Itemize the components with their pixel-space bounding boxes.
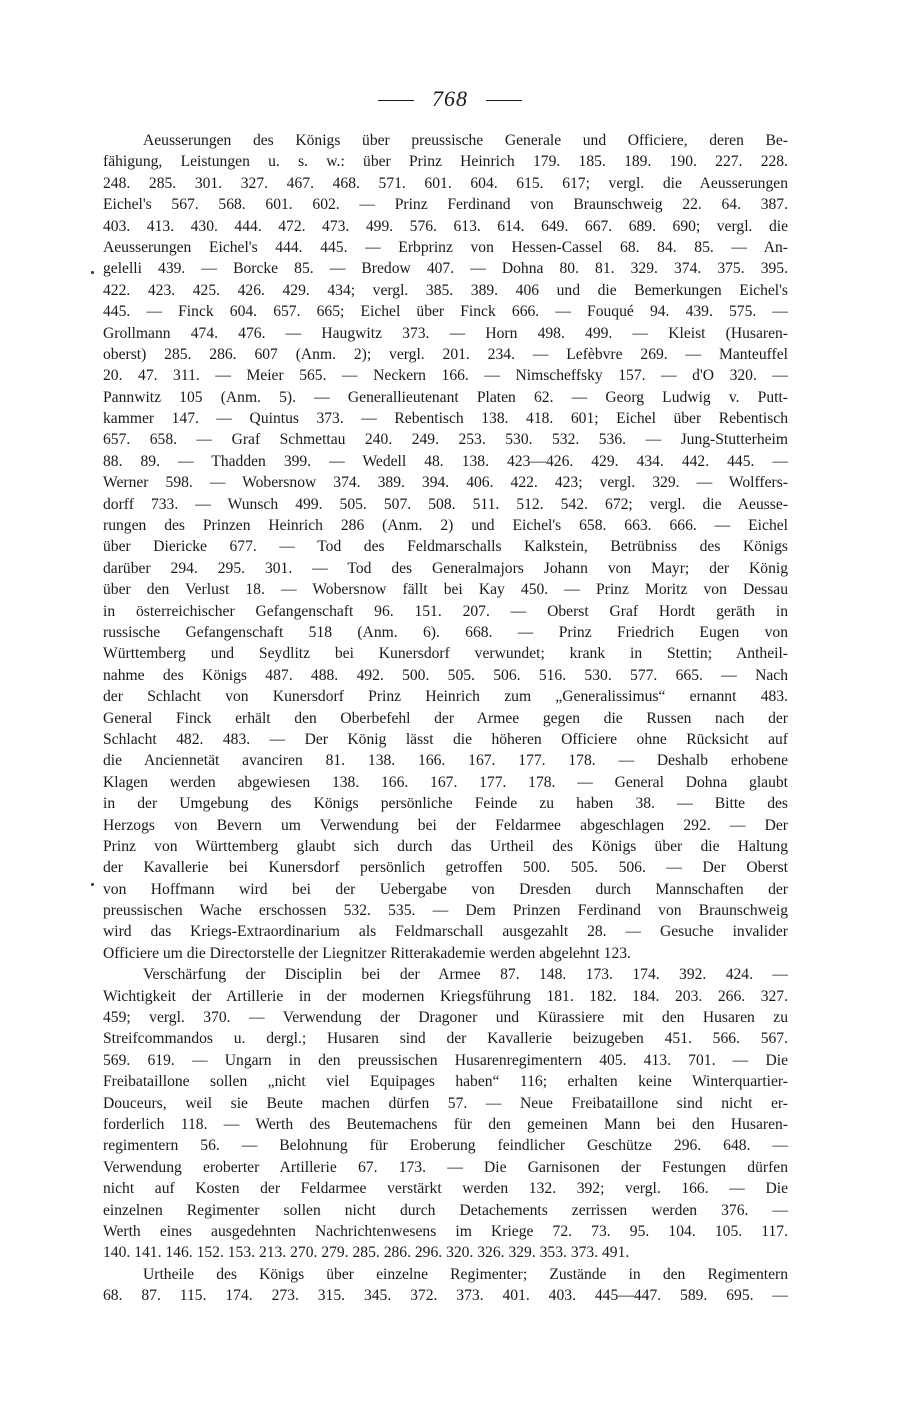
text-line: oberst) 285. 286. 607 (Anm. 2); vergl. 201. 234. — Lefèbvre 269. — Manteuffel <box>103 345 788 363</box>
header-rule-right <box>486 100 522 101</box>
text-line: Streifcommandos u. dergl.; Husaren sind der Kavallerie beizugeben 451. 566. 567. <box>103 1030 788 1048</box>
text-line: 459; vergl. 370. — Verwendung der Dragoner und Kürassiere mit den Husaren zu <box>103 1009 788 1027</box>
text-line: Herzogs von Bevern um Verwendung bei der Feldarmee abgeschlagen 292. — Der <box>103 816 788 834</box>
text-line: 445. — Finck 604. 657. 665; Eichel über Finck 666. — Fouqué 94. 439. 575. — <box>103 303 788 321</box>
margin-mark <box>91 883 94 886</box>
text-line: Aeusserungen des Königs über preussische Generale und Officiere, deren Be- <box>143 132 788 149</box>
margin-mark <box>91 271 94 274</box>
text-line: fähigung, Leistungen u. s. w.: über Prinz Heinrich 179. 185. 189. 190. 227. 228. <box>103 153 788 171</box>
text-line: Württemberg und Seydlitz bei Kunersdorf verwundet; krank in Stettin; Antheil- <box>103 645 788 663</box>
text-line: Pannwitz 105 (Anm. 5). — Generallieutenant Platen 62. — Georg Ludwig v. Putt- <box>103 388 788 406</box>
text-line: 68. 87. 115. 174. 273. 315. 345. 372. 373. 401. 403. 445—447. 589. 695. — <box>103 1287 788 1305</box>
text-line: regimentern 56. — Belohnung für Eroberung feindlicher Geschütze 296. 648. — <box>103 1137 788 1155</box>
text-line: Grollmann 474. 476. — Haugwitz 373. — Horn 498. 499. — Kleist (Husaren- <box>103 324 788 342</box>
text-line: Schlacht 482. 483. — Der König lässt die höheren Officiere ohne Rücksicht auf <box>103 730 788 748</box>
text-line: General Finck erhält den Oberbefehl der Armee gegen die Russen nach der <box>103 709 788 727</box>
text-line: Verschärfung der Disciplin bei der Armee 87. 148. 173. 174. 392. 424. — <box>143 966 788 984</box>
text-line: nicht auf Kosten der Feldarmee verstärkt werden 132. 392; vergl. 166. — Die <box>103 1180 788 1198</box>
text-line: nahme des Königs 487. 488. 492. 500. 505. 506. 516. 530. 577. 665. — Nach <box>103 666 788 684</box>
text-line: Klagen werden abgewiesen 138. 166. 167. 177. 178. — General Dohna glaubt <box>103 773 788 791</box>
header-rule-left <box>378 100 414 101</box>
page-header <box>0 86 900 112</box>
text-line: wird das Kriegs-Extraordinarium als Feldmarschall ausgezahlt 28. — Gesuche invalider <box>103 923 788 941</box>
text-line: die Anciennetät avanciren 81. 138. 166. 167. 177. 178. — Deshalb erhobene <box>103 752 788 770</box>
text-line: Eichel's 567. 568. 601. 602. — Prinz Ferdinand von Braunschweig 22. 64. 387. <box>103 196 788 214</box>
text-line: der Kavallerie bei Kunersdorf persönlich getroffen 500. 505. 506. — Der Oberst <box>103 859 788 877</box>
text-line: 657. 658. — Graf Schmettau 240. 249. 253. 530. 532. 536. — Jung-Stutterheim <box>103 431 788 449</box>
text-line: in der Umgebung des Königs persönliche Feinde zu haben 38. — Bitte des <box>103 795 788 813</box>
text-line: 140. 141. 146. 152. 153. 213. 270. 279. 285. 286. 296. 320. 326. 329. 353. 373. 491. <box>103 1244 630 1262</box>
page-number: 768 <box>432 86 468 111</box>
text-line: über Diericke 677. — Tod des Feldmarschalls Kalkstein, Betrübniss des Königs <box>103 538 788 556</box>
text-line: 422. 423. 425. 426. 429. 434; vergl. 385. 389. 406 und die Bemerkungen Eichel's <box>103 281 788 299</box>
text-line: 88. 89. — Thadden 399. — Wedell 48. 138. 423—426. 429. 434. 442. 445. — <box>103 452 788 470</box>
index-body-text <box>103 130 788 1306</box>
text-line: Wichtigkeit der Artillerie in der modernen Kriegsführung 181. 182. 184. 203. 266. 327. <box>103 987 788 1005</box>
text-line: preussischen Wache erschossen 532. 535. — Dem Prinzen Ferdinand von Braunschweig <box>103 902 788 920</box>
text-line: 569. 619. — Ungarn in den preussischen Husarenregimentern 405. 413. 701. — Die <box>103 1051 788 1069</box>
text-line: Douceurs, weil sie Beute machen dürfen 57. — Neue Freibataillone sind nicht er- <box>103 1094 788 1112</box>
text-line: Werner 598. — Wobersnow 374. 389. 394. 406. 422. 423; vergl. 329. — Wolffers- <box>103 474 788 492</box>
text-line: dorff 733. — Wunsch 499. 505. 507. 508. 511. 512. 542. 672; vergl. die Aeusse- <box>103 495 788 513</box>
text-line: Werth eines ausgedehnten Nachrichtenwesens im Kriege 72. 73. 95. 104. 105. 117. <box>103 1222 788 1240</box>
text-line: Officiere um die Directorstelle der Liegnitzer Ritterakademie werden abgelehnt 123. <box>103 944 631 962</box>
text-line: über den Verlust 18. — Wobersnow fällt bei Kay 450. — Prinz Moritz von Dessau <box>103 581 788 599</box>
text-line: Urtheile des Königs über einzelne Regimenter; Zustände in den Regimentern <box>143 1265 788 1283</box>
text-line: rungen des Prinzen Heinrich 286 (Anm. 2) und Eichel's 658. 663. 666. — Eichel <box>103 517 788 535</box>
text-line: kammer 147. — Quintus 373. — Rebentisch 138. 418. 601; Eichel über Rebentisch <box>103 410 788 428</box>
text-line: von Hoffmann wird bei der Uebergabe von Dresden durch Mannschaften der <box>103 880 788 898</box>
text-line: Verwendung eroberter Artillerie 67. 173. — Die Garnisonen der Festungen dürfen <box>103 1158 788 1176</box>
text-line: 248. 285. 301. 327. 467. 468. 571. 601. 604. 615. 617; vergl. die Aeusserungen <box>103 174 788 192</box>
text-line: 403. 413. 430. 444. 472. 473. 499. 576. 613. 614. 649. 667. 689. 690; vergl. die <box>103 217 788 235</box>
text-line: gelelli 439. — Borcke 85. — Bredow 407. — Dohna 80. 81. 329. 374. 375. 395. <box>103 260 788 278</box>
text-line: in österreichischer Gefangenschaft 96. 151. 207. — Oberst Graf Hordt geräth in <box>103 602 788 620</box>
text-line: forderlich 118. — Werth des Beutemachens für den gemeinen Mann bei den Husaren- <box>103 1115 788 1133</box>
text-line: Freibataillone sollen „nicht viel Equipages haben“ 116; erhalten keine Winterquartier- <box>103 1073 788 1091</box>
text-line: Prinz von Württemberg glaubt sich durch das Urtheil des Königs über die Haltung <box>103 837 788 855</box>
text-line: russische Gefangenschaft 518 (Anm. 6). 668. — Prinz Friedrich Eugen von <box>103 623 788 641</box>
text-line: darüber 294. 295. 301. — Tod des Generalmajors Johann von Mayr; der König <box>103 559 788 577</box>
text-line: 20. 47. 311. — Meier 565. — Neckern 166. — Nimscheffsky 157. — d'O 320. — <box>103 367 788 385</box>
text-line: Aeusserungen Eichel's 444. 445. — Erbprinz von Hessen-Cassel 68. 84. 85. — An- <box>103 238 788 256</box>
text-line: der Schlacht von Kunersdorf Prinz Heinrich zum „Generalissimus“ ernannt 483. <box>103 688 788 706</box>
text-line: einzelnen Regimenter sollen nicht durch Detachements zerrissen werden 376. — <box>103 1201 788 1219</box>
